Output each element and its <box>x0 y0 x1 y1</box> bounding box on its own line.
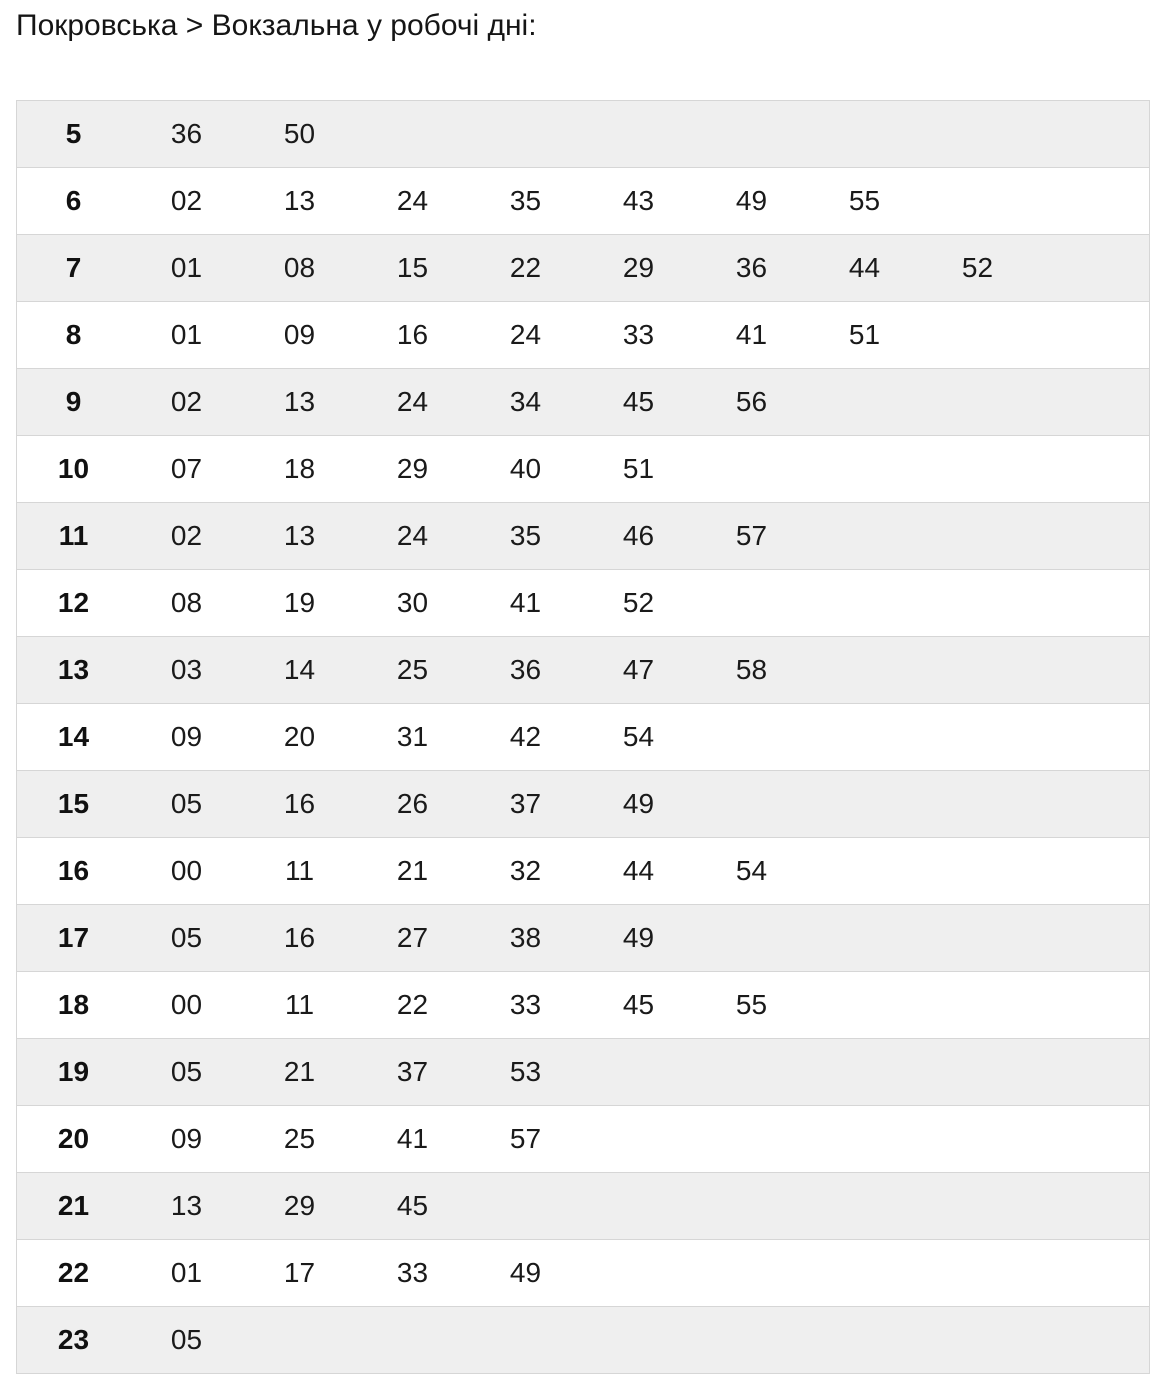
minute-cell <box>1034 1039 1147 1105</box>
minute-cell: 08 <box>170 587 203 618</box>
minute-cell: 13 <box>283 185 316 216</box>
minute-cell: 17 <box>283 1257 316 1288</box>
minute-cell <box>1034 1307 1147 1373</box>
minute-cell: 24 <box>509 319 542 350</box>
minute-cell: 02 <box>170 185 203 216</box>
minute-cell: 57 <box>509 1123 542 1154</box>
minute-cell: 05 <box>170 922 203 953</box>
timetable-row <box>17 1307 1149 1374</box>
minute-cell <box>808 436 921 502</box>
minute-cell: 29 <box>396 453 429 484</box>
minute-cell <box>921 1106 1034 1172</box>
hour-cell: 8 <box>65 319 82 350</box>
minute-cell: 02 <box>170 520 203 551</box>
minute-cell: 16 <box>283 788 316 819</box>
minute-cell <box>1034 905 1147 971</box>
minute-cell <box>582 1039 695 1105</box>
minute-cell: 01 <box>170 252 203 283</box>
timetable-row <box>17 570 1149 637</box>
minute-cell: 52 <box>961 252 994 283</box>
minute-cell <box>921 1240 1034 1306</box>
minute-cell: 14 <box>283 654 316 685</box>
minute-cell: 45 <box>396 1190 429 1221</box>
minute-cell: 25 <box>283 1123 316 1154</box>
minute-cell <box>356 101 469 167</box>
hour-cell: 13 <box>57 654 90 685</box>
minute-cell <box>695 1039 808 1105</box>
timetable-row <box>17 1173 1149 1240</box>
minute-cell <box>921 101 1034 167</box>
minute-cell: 44 <box>848 252 881 283</box>
minute-cell: 45 <box>622 989 655 1020</box>
minute-cell <box>921 637 1034 703</box>
minute-cell <box>695 1307 808 1373</box>
timetable-row <box>17 972 1149 1039</box>
minute-cell: 21 <box>283 1056 316 1087</box>
minute-cell <box>469 1307 582 1373</box>
minute-cell <box>695 101 808 167</box>
hour-cell: 6 <box>65 185 82 216</box>
minute-cell <box>1034 302 1147 368</box>
minute-cell: 49 <box>622 788 655 819</box>
timetable-row <box>17 369 1149 436</box>
hour-cell: 14 <box>57 721 90 752</box>
hour-cell: 21 <box>57 1190 90 1221</box>
timetable-row <box>17 168 1149 235</box>
minute-cell: 45 <box>622 386 655 417</box>
minute-cell: 38 <box>509 922 542 953</box>
minute-cell <box>1034 838 1147 904</box>
minute-cell <box>1034 1240 1147 1306</box>
minute-cell: 50 <box>283 118 316 149</box>
minute-cell: 54 <box>622 721 655 752</box>
minute-cell: 41 <box>735 319 768 350</box>
minute-cell: 29 <box>622 252 655 283</box>
minute-cell <box>808 637 921 703</box>
minute-cell <box>808 905 921 971</box>
minute-cell: 13 <box>170 1190 203 1221</box>
minute-cell: 22 <box>396 989 429 1020</box>
minute-cell: 49 <box>622 922 655 953</box>
minute-cell: 40 <box>509 453 542 484</box>
minute-cell: 33 <box>396 1257 429 1288</box>
minute-cell <box>808 704 921 770</box>
minute-cell: 13 <box>283 520 316 551</box>
minute-cell: 16 <box>396 319 429 350</box>
minute-cell <box>695 436 808 502</box>
minute-cell <box>1034 704 1147 770</box>
minute-cell: 58 <box>735 654 768 685</box>
minute-cell <box>921 1307 1034 1373</box>
minute-cell: 02 <box>170 386 203 417</box>
minute-cell <box>921 436 1034 502</box>
hour-cell: 11 <box>58 520 89 551</box>
minute-cell <box>808 1240 921 1306</box>
timetable-row <box>17 436 1149 503</box>
minute-cell <box>808 101 921 167</box>
minute-cell <box>695 1173 808 1239</box>
minute-cell: 35 <box>509 520 542 551</box>
timetable-row <box>17 1240 1149 1307</box>
minute-cell <box>808 1173 921 1239</box>
timetable-row <box>17 637 1149 704</box>
minute-cell: 00 <box>170 855 203 886</box>
hour-cell: 10 <box>57 453 90 484</box>
minute-cell: 08 <box>283 252 316 283</box>
minute-cell: 30 <box>396 587 429 618</box>
minute-cell <box>1034 503 1147 569</box>
hour-cell: 5 <box>65 118 82 149</box>
minute-cell <box>1034 570 1147 636</box>
minute-cell: 36 <box>509 654 542 685</box>
minute-cell: 46 <box>622 520 655 551</box>
minute-cell <box>695 771 808 837</box>
minute-cell <box>1034 168 1147 234</box>
minute-cell: 22 <box>509 252 542 283</box>
minute-cell: 16 <box>283 922 316 953</box>
minute-cell <box>808 771 921 837</box>
minute-cell: 41 <box>509 587 542 618</box>
minute-cell <box>582 1173 695 1239</box>
minute-cell <box>921 302 1034 368</box>
timetable-row <box>17 302 1149 369</box>
minute-cell: 42 <box>509 721 542 752</box>
minute-cell: 21 <box>396 855 429 886</box>
hour-cell: 16 <box>57 855 90 886</box>
hour-cell: 20 <box>57 1123 90 1154</box>
minute-cell <box>582 1307 695 1373</box>
minute-cell: 33 <box>622 319 655 350</box>
timetable-row <box>17 1106 1149 1173</box>
minute-cell: 01 <box>170 319 203 350</box>
minute-cell <box>808 1307 921 1373</box>
timetable-row <box>17 503 1149 570</box>
minute-cell <box>921 704 1034 770</box>
minute-cell <box>921 369 1034 435</box>
minute-cell <box>1034 101 1147 167</box>
minute-cell <box>808 1039 921 1105</box>
minute-cell: 01 <box>170 1257 203 1288</box>
minute-cell: 55 <box>735 989 768 1020</box>
minute-cell: 24 <box>396 520 429 551</box>
minute-cell: 34 <box>509 386 542 417</box>
minute-cell: 52 <box>622 587 655 618</box>
minute-cell <box>1034 972 1147 1038</box>
minute-cell: 43 <box>622 185 655 216</box>
minute-cell: 32 <box>509 855 542 886</box>
minute-cell: 05 <box>170 788 203 819</box>
minute-cell <box>808 503 921 569</box>
minute-cell <box>469 1173 582 1239</box>
minute-cell: 29 <box>283 1190 316 1221</box>
minute-cell <box>921 838 1034 904</box>
minute-cell <box>356 1307 469 1373</box>
minute-cell: 54 <box>735 855 768 886</box>
minute-cell: 09 <box>170 721 203 752</box>
minute-cell: 09 <box>170 1123 203 1154</box>
hour-cell: 23 <box>57 1324 90 1355</box>
minute-cell: 24 <box>396 386 429 417</box>
minute-cell <box>808 972 921 1038</box>
minute-cell: 49 <box>735 185 768 216</box>
minute-cell <box>1034 235 1147 301</box>
minute-cell <box>808 369 921 435</box>
minute-cell <box>1034 1106 1147 1172</box>
minute-cell <box>695 570 808 636</box>
hour-cell: 22 <box>57 1257 90 1288</box>
hour-cell: 18 <box>57 989 90 1020</box>
hour-cell: 9 <box>65 386 82 417</box>
minute-cell <box>1034 436 1147 502</box>
hour-cell: 12 <box>57 587 90 618</box>
minute-cell <box>921 972 1034 1038</box>
minute-cell <box>695 905 808 971</box>
minute-cell: 11 <box>284 989 315 1020</box>
timetable <box>16 100 1150 1374</box>
minute-cell: 25 <box>396 654 429 685</box>
hour-cell: 15 <box>57 788 90 819</box>
minute-cell: 09 <box>283 319 316 350</box>
minute-cell: 51 <box>622 453 655 484</box>
minute-cell: 05 <box>170 1056 203 1087</box>
minute-cell: 05 <box>170 1324 203 1355</box>
minute-cell <box>243 1307 356 1373</box>
minute-cell: 26 <box>396 788 429 819</box>
minute-cell <box>695 1106 808 1172</box>
minute-cell <box>469 101 582 167</box>
minute-cell <box>921 570 1034 636</box>
minute-cell <box>921 771 1034 837</box>
minute-cell <box>695 704 808 770</box>
minute-cell: 44 <box>622 855 655 886</box>
timetable-row <box>17 771 1149 838</box>
minute-cell: 41 <box>396 1123 429 1154</box>
timetable-row <box>17 704 1149 771</box>
minute-cell <box>1034 1173 1147 1239</box>
timetable-row <box>17 905 1149 972</box>
timetable-row <box>17 838 1149 905</box>
minute-cell <box>808 570 921 636</box>
minute-cell <box>1034 637 1147 703</box>
minute-cell <box>582 1240 695 1306</box>
minute-cell <box>921 905 1034 971</box>
minute-cell: 24 <box>396 185 429 216</box>
minute-cell: 27 <box>396 922 429 953</box>
minute-cell: 07 <box>170 453 203 484</box>
minute-cell: 33 <box>509 989 542 1020</box>
minute-cell: 49 <box>509 1257 542 1288</box>
minute-cell: 31 <box>396 721 429 752</box>
minute-cell: 36 <box>170 118 203 149</box>
minute-cell: 13 <box>283 386 316 417</box>
minute-cell <box>921 503 1034 569</box>
minute-cell <box>695 1240 808 1306</box>
minute-cell: 53 <box>509 1056 542 1087</box>
minute-cell: 56 <box>735 386 768 417</box>
minute-cell: 03 <box>170 654 203 685</box>
minute-cell: 00 <box>170 989 203 1020</box>
minute-cell: 37 <box>509 788 542 819</box>
minute-cell: 19 <box>283 587 316 618</box>
minute-cell <box>808 838 921 904</box>
minute-cell <box>582 1106 695 1172</box>
timetable-row <box>17 101 1149 168</box>
minute-cell <box>1034 369 1147 435</box>
timetable-row <box>17 235 1149 302</box>
minute-cell: 51 <box>848 319 881 350</box>
minute-cell <box>808 1106 921 1172</box>
hour-cell: 17 <box>57 922 90 953</box>
hour-cell: 19 <box>57 1056 90 1087</box>
minute-cell: 35 <box>509 185 542 216</box>
timetable-row <box>17 1039 1149 1106</box>
minute-cell <box>1034 771 1147 837</box>
minute-cell: 11 <box>284 855 315 886</box>
minute-cell <box>921 1173 1034 1239</box>
minute-cell: 57 <box>735 520 768 551</box>
minute-cell: 20 <box>283 721 316 752</box>
minute-cell: 55 <box>848 185 881 216</box>
minute-cell: 37 <box>396 1056 429 1087</box>
minute-cell: 18 <box>283 453 316 484</box>
minute-cell <box>921 168 1034 234</box>
minute-cell: 47 <box>622 654 655 685</box>
minute-cell: 15 <box>396 252 429 283</box>
hour-cell: 7 <box>65 252 82 283</box>
minute-cell <box>582 101 695 167</box>
minute-cell <box>921 1039 1034 1105</box>
minute-cell: 36 <box>735 252 768 283</box>
page-title: Покровська > Вокзальна у робочі дні: <box>16 9 537 42</box>
